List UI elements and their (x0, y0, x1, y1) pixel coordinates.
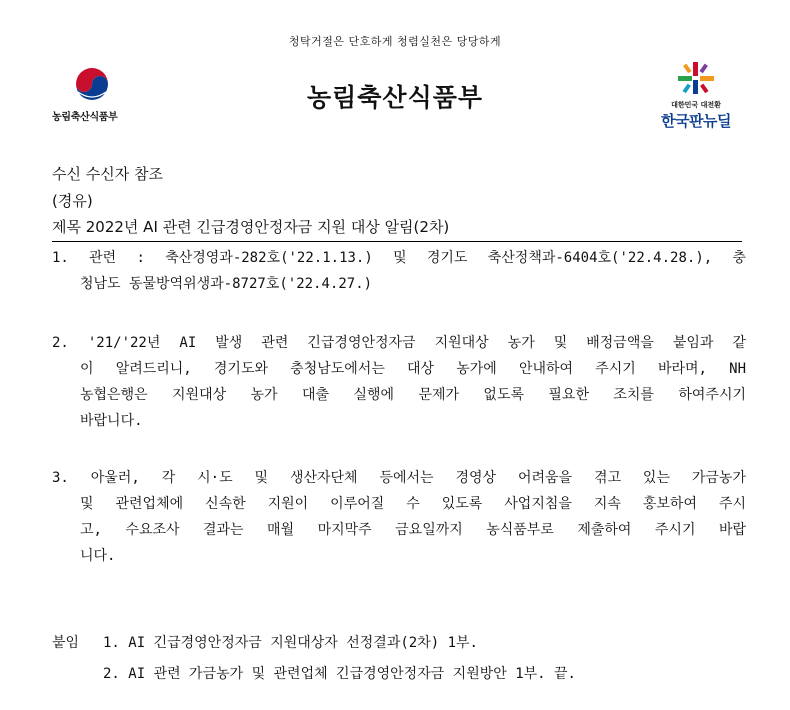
slogan: 청탁거절은 단호하게 청렴실천은 당당하게 (288, 35, 502, 48)
paragraph-line: 2. '21/'22년 AI 발생 관련 긴급경영안정자금 지원대상 농가 및 배정금액을 붙임과 같 (52, 335, 746, 351)
paragraph-line: 청남도 동물방역위생과-8727호('22.4.27.) (80, 276, 373, 292)
paragraph-line: 니다. (80, 548, 116, 564)
paragraph-line: 1. 관련 : 축산경영과-282호('22.1.13.) 및 경기도 축산정책과-6404호('22.4.28.), 충 (52, 250, 746, 266)
new-deal-burst-icon (674, 60, 718, 98)
paragraph-3 (52, 465, 746, 569)
subject-divider (52, 241, 742, 242)
ministry-title: 농림축산식품부 (306, 83, 484, 112)
new-deal-small-text: 대한민국 대전환 (671, 101, 721, 109)
paragraph-line: 3. 아울러, 각 시·도 및 생산자단체 등에서는 경영상 어려움을 겪고 있는 가금농가 (52, 470, 746, 486)
paragraph-line: 농협은행은 지원대상 농가 대출 실행에 문제가 없도록 필요한 조치를 하여주시기 (80, 387, 746, 403)
paragraph-line: 및 관련업체에 신속한 지원이 이루어질 수 있도록 사업지침을 지속 홍보하여 주시 (80, 496, 746, 512)
paragraph-2 (52, 330, 746, 434)
paragraph-line: 고, 수요조사 결과는 매월 마지막주 금요일까지 농식품부로 제출하여 주시기 바랍 (80, 522, 746, 538)
paragraph-1 (52, 245, 746, 297)
new-deal-logo (646, 60, 746, 132)
attachment-item-1: 1. AI 긴급경영안정자금 지원대상자 선정결과(2차) 1부. (103, 635, 478, 651)
subject-line: 제목 2022년 AI 관련 긴급경영안정자금 지원 대상 알림(2차) (52, 218, 450, 236)
attachments-label: 붙임 (52, 635, 80, 651)
recipient-line: 수신 수신자 참조 (52, 165, 163, 183)
attachment-item-2: 2. AI 관련 가금농가 및 관련업체 긴급경영안정자금 지원방안 1부. 끝. (103, 666, 576, 682)
ministry-logo-caption: 농림축산식품부 (52, 112, 118, 123)
new-deal-big-text: 한국판뉴딜 (661, 112, 731, 130)
paragraph-line: 바랍니다. (80, 413, 143, 429)
via-line: (경유) (52, 192, 93, 210)
paragraph-line: 이 알려드리니, 경기도와 충청남도에서는 대상 농가에 안내하여 주시기 바라며, NH (80, 361, 746, 377)
